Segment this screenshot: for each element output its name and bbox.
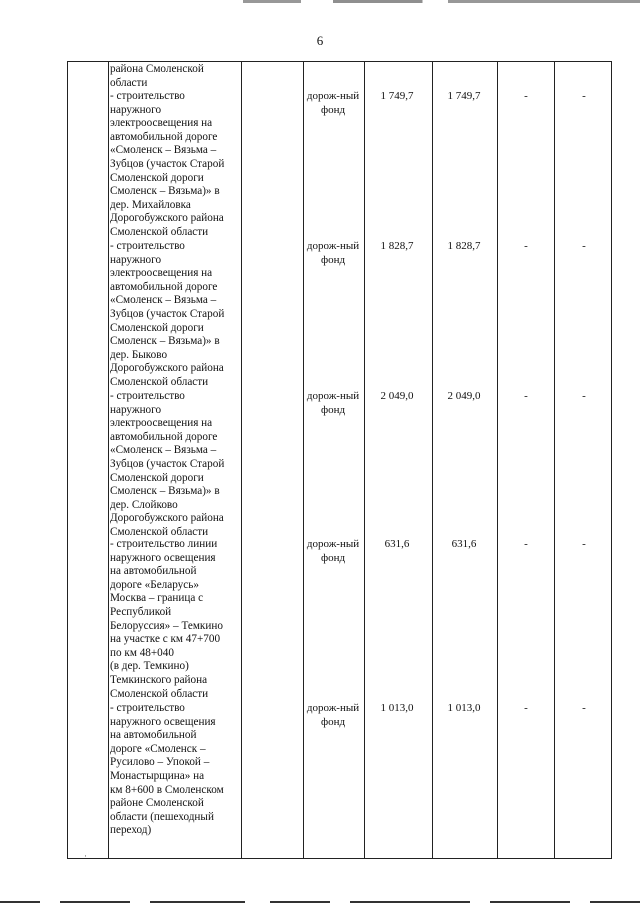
description-line: - строительство (110, 240, 185, 252)
funding-source: дорож-ный фонд (306, 240, 360, 266)
description-line: наружного освещения (110, 551, 216, 564)
description-line: области (110, 76, 148, 89)
description-line: дороге «Беларусь» (110, 578, 199, 591)
description-line: области (пешеходный (110, 810, 214, 823)
empty-value: - (582, 240, 586, 252)
description-line: Смоленск – Вязьма)» в (110, 185, 220, 198)
description-line: «Смоленск – Вязьма – (110, 294, 217, 307)
description-line: км 8+600 в Смоленском (110, 783, 224, 796)
description-line: Смоленской дороги (110, 471, 204, 484)
description-line: автомобильной дороге (110, 280, 218, 293)
description-line: на автомобильной (110, 729, 197, 742)
empty-value: - (524, 538, 528, 550)
description-line: Смоленской области (110, 375, 209, 388)
description-line: дер. Слойково (110, 498, 178, 511)
description-line: Смоленской дороги (110, 321, 204, 334)
amount-year: 1 828,7 (447, 240, 481, 252)
table-column-divider (364, 62, 365, 858)
amount-year: 1 749,7 (447, 90, 481, 102)
amount-year: 2 049,0 (447, 390, 481, 402)
table-column-divider (303, 62, 304, 858)
description-line: Зубцов (участок Старой (110, 457, 225, 470)
description-line: наружного (110, 103, 162, 116)
empty-value: - (582, 538, 586, 550)
description-line: (в дер. Темкино) (110, 660, 189, 673)
scan-artifact: · (84, 851, 87, 861)
funding-source: дорож-ный фонд (306, 390, 360, 416)
description-line: наружного (110, 253, 162, 266)
description-line: на автомобильной (110, 565, 197, 578)
row-description (110, 240, 236, 390)
row-description (110, 538, 236, 701)
description-line: Республикой (110, 605, 172, 618)
empty-value: - (582, 90, 586, 102)
description-line: - строительство (110, 90, 185, 102)
page-number: 6 (316, 33, 324, 48)
description-line: - строительство (110, 702, 185, 714)
amount-total: 1 749,7 (380, 90, 414, 102)
description-line: Смоленской области (110, 225, 209, 238)
description-line: района Смоленской (110, 63, 204, 75)
row-description (110, 63, 236, 90)
row-description (110, 702, 236, 838)
empty-value: - (524, 702, 528, 714)
empty-value: - (524, 90, 528, 102)
budget-table (67, 61, 612, 859)
description-line: Москва – граница с (110, 592, 204, 605)
amount-total: 1 828,7 (380, 240, 414, 252)
amount-year: 1 013,0 (447, 702, 481, 714)
table-column-divider (554, 62, 555, 858)
empty-value: - (524, 240, 528, 252)
description-line: переход) (110, 824, 152, 837)
description-line: автомобильной дороге (110, 130, 218, 143)
description-line: районе Смоленской (110, 797, 204, 810)
description-line: Темкинского района (110, 673, 208, 686)
table-column-divider (241, 62, 242, 858)
empty-value: - (524, 390, 528, 402)
description-line: Белоруссия» – Темкино (110, 619, 223, 632)
description-line: дер. Быково (110, 348, 168, 361)
amount-total: 631,6 (384, 538, 410, 550)
description-line: наружного освещения (110, 715, 216, 728)
description-line: Зубцов (участок Старой (110, 157, 225, 170)
funding-source: дорож-ный фонд (306, 538, 360, 564)
description-line: электроосвещения на (110, 117, 213, 130)
description-line: «Смоленск – Вязьма – (110, 144, 217, 157)
description-line: Зубцов (участок Старой (110, 307, 225, 320)
description-line: по км 48+040 (110, 646, 174, 659)
funding-source: дорож-ный фонд (306, 702, 360, 728)
description-line: «Смоленск – Вязьма – (110, 444, 217, 457)
description-line: Смоленской области (110, 687, 209, 700)
table-column-divider (108, 62, 109, 858)
description-line: - строительство (110, 390, 185, 402)
amount-total: 2 049,0 (380, 390, 414, 402)
description-line: Дорогобужского района (110, 362, 224, 375)
description-line: Дорогобужского района (110, 212, 224, 225)
amount-total: 1 013,0 (380, 702, 414, 714)
funding-source: дорож-ный фонд (306, 90, 360, 116)
amount-year: 631,6 (451, 538, 477, 550)
empty-value: - (582, 390, 586, 402)
table-column-divider (497, 62, 498, 858)
description-line: на участке с км 47+700 (110, 633, 221, 646)
description-line: Монастырщина» на (110, 769, 205, 782)
description-line: Смоленской области (110, 525, 209, 538)
description-line: дороге «Смоленск – (110, 742, 206, 755)
description-line: - строительство линии (110, 538, 218, 550)
description-line: Смоленск – Вязьма)» в (110, 485, 220, 498)
description-line: Смоленской дороги (110, 171, 204, 184)
description-line: Дорогобужского района (110, 512, 224, 525)
description-line: электроосвещения на (110, 417, 213, 430)
description-line: дер. Михайловка (110, 198, 191, 211)
description-line: Русилово – Упокой – (110, 756, 210, 769)
description-line: автомобильной дороге (110, 430, 218, 443)
row-description (110, 390, 236, 540)
description-line: Смоленск – Вязьма)» в (110, 335, 220, 348)
scan-bottom-edge (0, 897, 640, 905)
row-description (110, 90, 236, 240)
empty-value: - (582, 702, 586, 714)
description-line: наружного (110, 403, 162, 416)
description-line: электроосвещения на (110, 267, 213, 280)
scan-top-edge (0, 0, 640, 3)
table-column-divider (432, 62, 433, 858)
